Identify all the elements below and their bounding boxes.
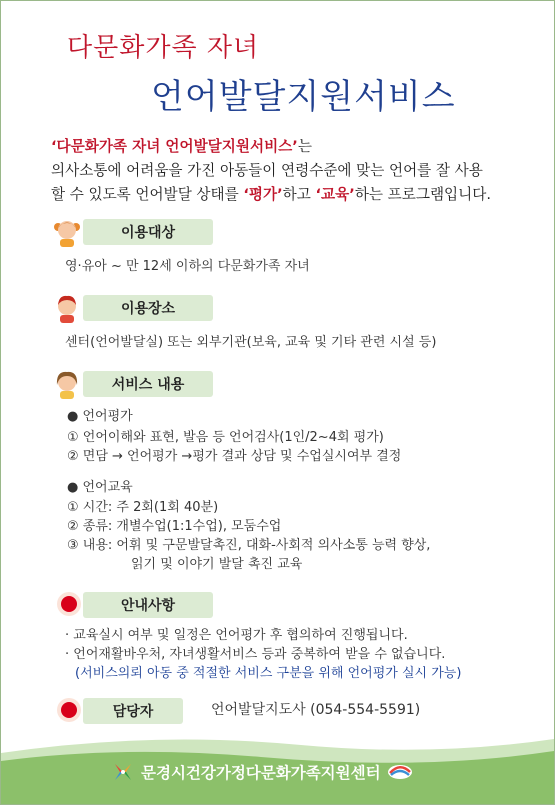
boy-icon <box>53 293 81 323</box>
eval-title: ● 언어평가 <box>67 409 133 424</box>
eval-item-1: ① 언어이해와 표현, 발음 등 언어검사(1인/2~4회 평가) <box>67 430 384 445</box>
title-top: 다문화가족 자녀 <box>67 33 260 63</box>
red-dot-icon <box>57 698 81 722</box>
intro-line-3 <box>51 183 531 207</box>
eval-item-2: ② 면담 → 언어평가 →평가 결과 상담 및 수업실시여부 결정 <box>67 449 402 464</box>
girl-icon <box>53 217 81 247</box>
intro-line-3a: 할 수 있도록 언어발달 상태를 <box>51 186 244 203</box>
target-text: 영·유아 ~ 만 12세 이하의 다문화가족 자녀 <box>65 259 310 274</box>
city-logo-icon <box>387 764 413 780</box>
red-dot-icon <box>57 592 81 616</box>
intro-line-1 <box>51 135 531 159</box>
notice-line-2: · 언어재활바우처, 자녀생활서비스 등과 중복하여 받을 수 없습니다. <box>65 647 446 662</box>
contact-text: 언어발달지도사 (054-554-5591) <box>211 702 421 718</box>
intro-text <box>51 135 531 207</box>
place-label: 이용장소 <box>83 295 213 321</box>
notice-line-3: (서비스의뢰 아동 중 적절한 서비스 구분을 위해 언어평가 실시 가능) <box>75 666 462 681</box>
edu-title: ● 언어교육 <box>67 480 133 495</box>
footer <box>111 761 413 783</box>
edu-highlight: ‘교육’ <box>315 186 355 203</box>
page-title: 언어발달지원서비스 <box>151 77 456 117</box>
center-logo-icon <box>111 761 135 783</box>
intro-line-3c: 하는 프로그램입니다. <box>354 186 491 203</box>
eval-highlight: ‘평가’ <box>243 186 283 203</box>
edu-item-2: ② 종류: 개별수업(1:1수업), 모둠수업 <box>67 519 282 534</box>
child-icon <box>53 369 81 399</box>
place-text: 센터(언어발달실) 또는 외부기관(보육, 교육 및 기타 관련 시설 등) <box>65 335 437 350</box>
notice-line-1: · 교육실시 여부 및 일정은 언어평가 후 협의하여 진행됩니다. <box>65 628 408 643</box>
notice-label: 안내사항 <box>83 592 213 618</box>
edu-item-3: ③ 내용: 어휘 및 구문발달촉진, 대화-사회적 의사소통 능력 향상, <box>67 538 431 553</box>
intro-suffix: 는 <box>297 138 312 155</box>
intro-line-3b: 하고 <box>282 186 316 203</box>
target-label: 이용대상 <box>83 219 213 245</box>
intro-line-2: 의사소통에 어려움을 가진 아동들이 연령수준에 맞는 언어를 잘 사용 <box>51 162 483 179</box>
center-name: 문경시건강가정다문화가족지원센터 <box>141 764 381 782</box>
contact-label: 담당자 <box>83 698 183 724</box>
service-name: ‘다문화가족 자녀 언어발달지원서비스’ <box>51 138 298 155</box>
service-label: 서비스 내용 <box>83 371 213 397</box>
edu-item-3-cont: 읽기 및 이야기 발달 촉진 교육 <box>131 557 303 572</box>
edu-item-1: ① 시간: 주 2회(1회 40분) <box>67 500 219 515</box>
